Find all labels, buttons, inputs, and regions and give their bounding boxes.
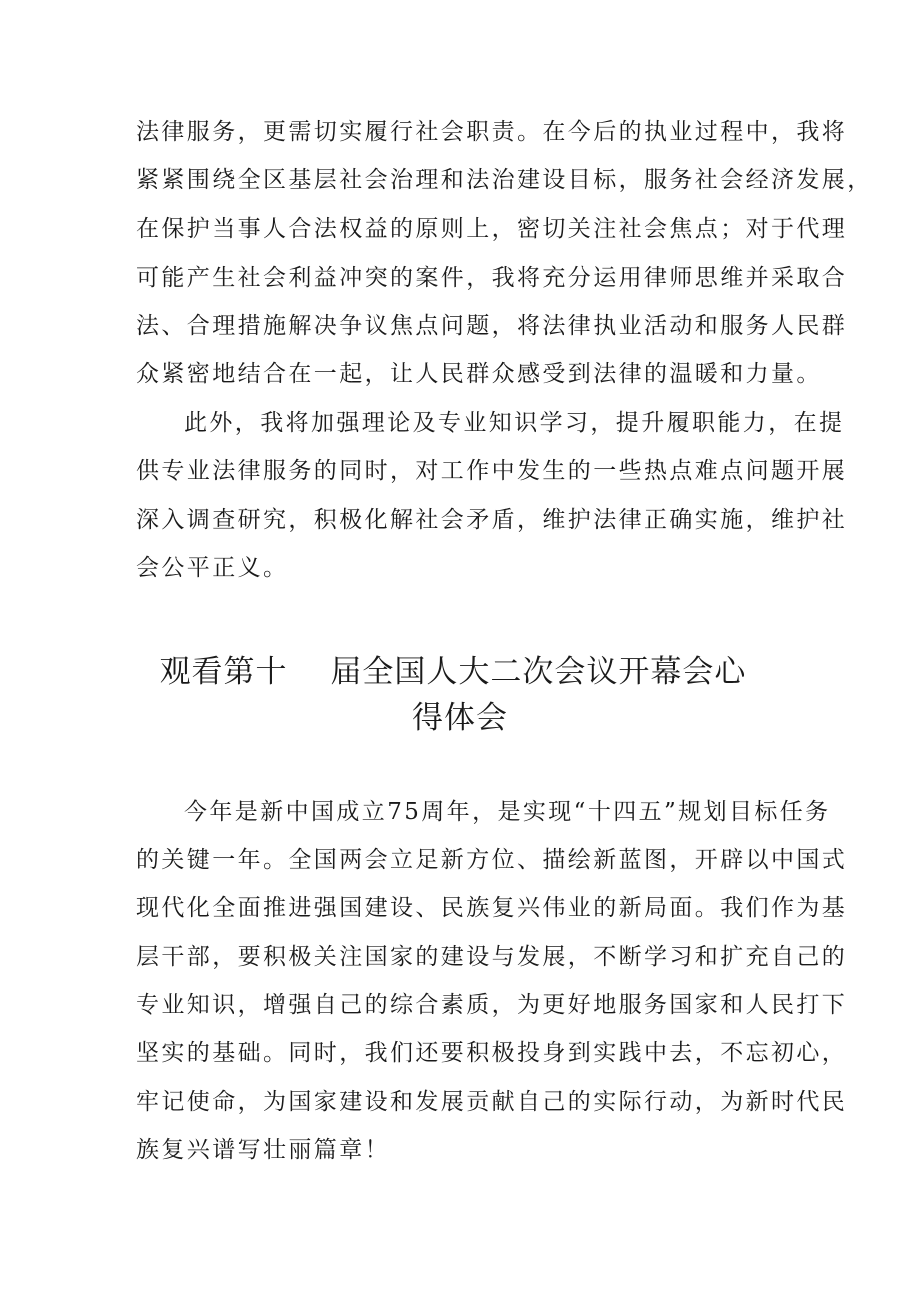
heading-line-2: 得体会 <box>412 700 508 736</box>
text-line: 族复兴谱写壮丽篇章！ <box>136 1137 390 1163</box>
heading-line-1: 观看第十 届全国人大二次会议开幕会心 <box>159 654 747 690</box>
text-line: 的关键一年。全国两会立足新方位、描绘新蓝图，开辟以中国式 <box>136 847 848 873</box>
text-line: 众紧密地结合在一起，让人民群众感受到法律的温暖和力量。 <box>136 361 822 387</box>
text-line: 可能产生社会利益冲突的案件，我将充分运用律师思维并采取合 <box>136 265 848 291</box>
text-line: 法、合理措施解决争议焦点问题，将法律执业活动和服务人民群 <box>136 313 848 339</box>
text-line: 层干部，要积极关注国家的建设与发展，不断学习和扩充自己的 <box>136 944 848 970</box>
text-line: 供专业法律服务的同时，对工作中发生的一些热点难点问题开展 <box>136 458 848 484</box>
text-line: 现代化全面推进强国建设、民族复兴伟业的新局面。我们作为基 <box>136 895 848 921</box>
text-line: 此外，我将加强理论及专业知识学习，提升履职能力，在提 <box>184 410 845 436</box>
text-line: 紧紧围绕全区基层社会治理和法治建设目标，服务社会经济发展， <box>136 167 873 193</box>
text-line: 今年是新中国成立75周年，是实现“十四五”规划目标任务 <box>184 799 831 825</box>
text-line: 法律服务，更需切实履行社会职责。在今后的执业过程中，我将 <box>136 119 848 145</box>
text-line: 专业知识，增强自己的综合素质，为更好地服务国家和人民打下 <box>136 992 848 1018</box>
text-line: 牢记使命，为国家建设和发展贡献自己的实际行动，为新时代民 <box>136 1089 848 1115</box>
text-line: 坚实的基础。同时，我们还要积极投身到实践中去，不忘初心， <box>136 1040 848 1066</box>
text-line: 在保护当事人合法权益的原则上，密切关注社会焦点；对于代理 <box>136 216 848 242</box>
text-line: 深入调查研究，积极化解社会矛盾，维护法律正确实施，维护社 <box>136 507 848 533</box>
text-line: 会公平正义。 <box>136 555 289 581</box>
